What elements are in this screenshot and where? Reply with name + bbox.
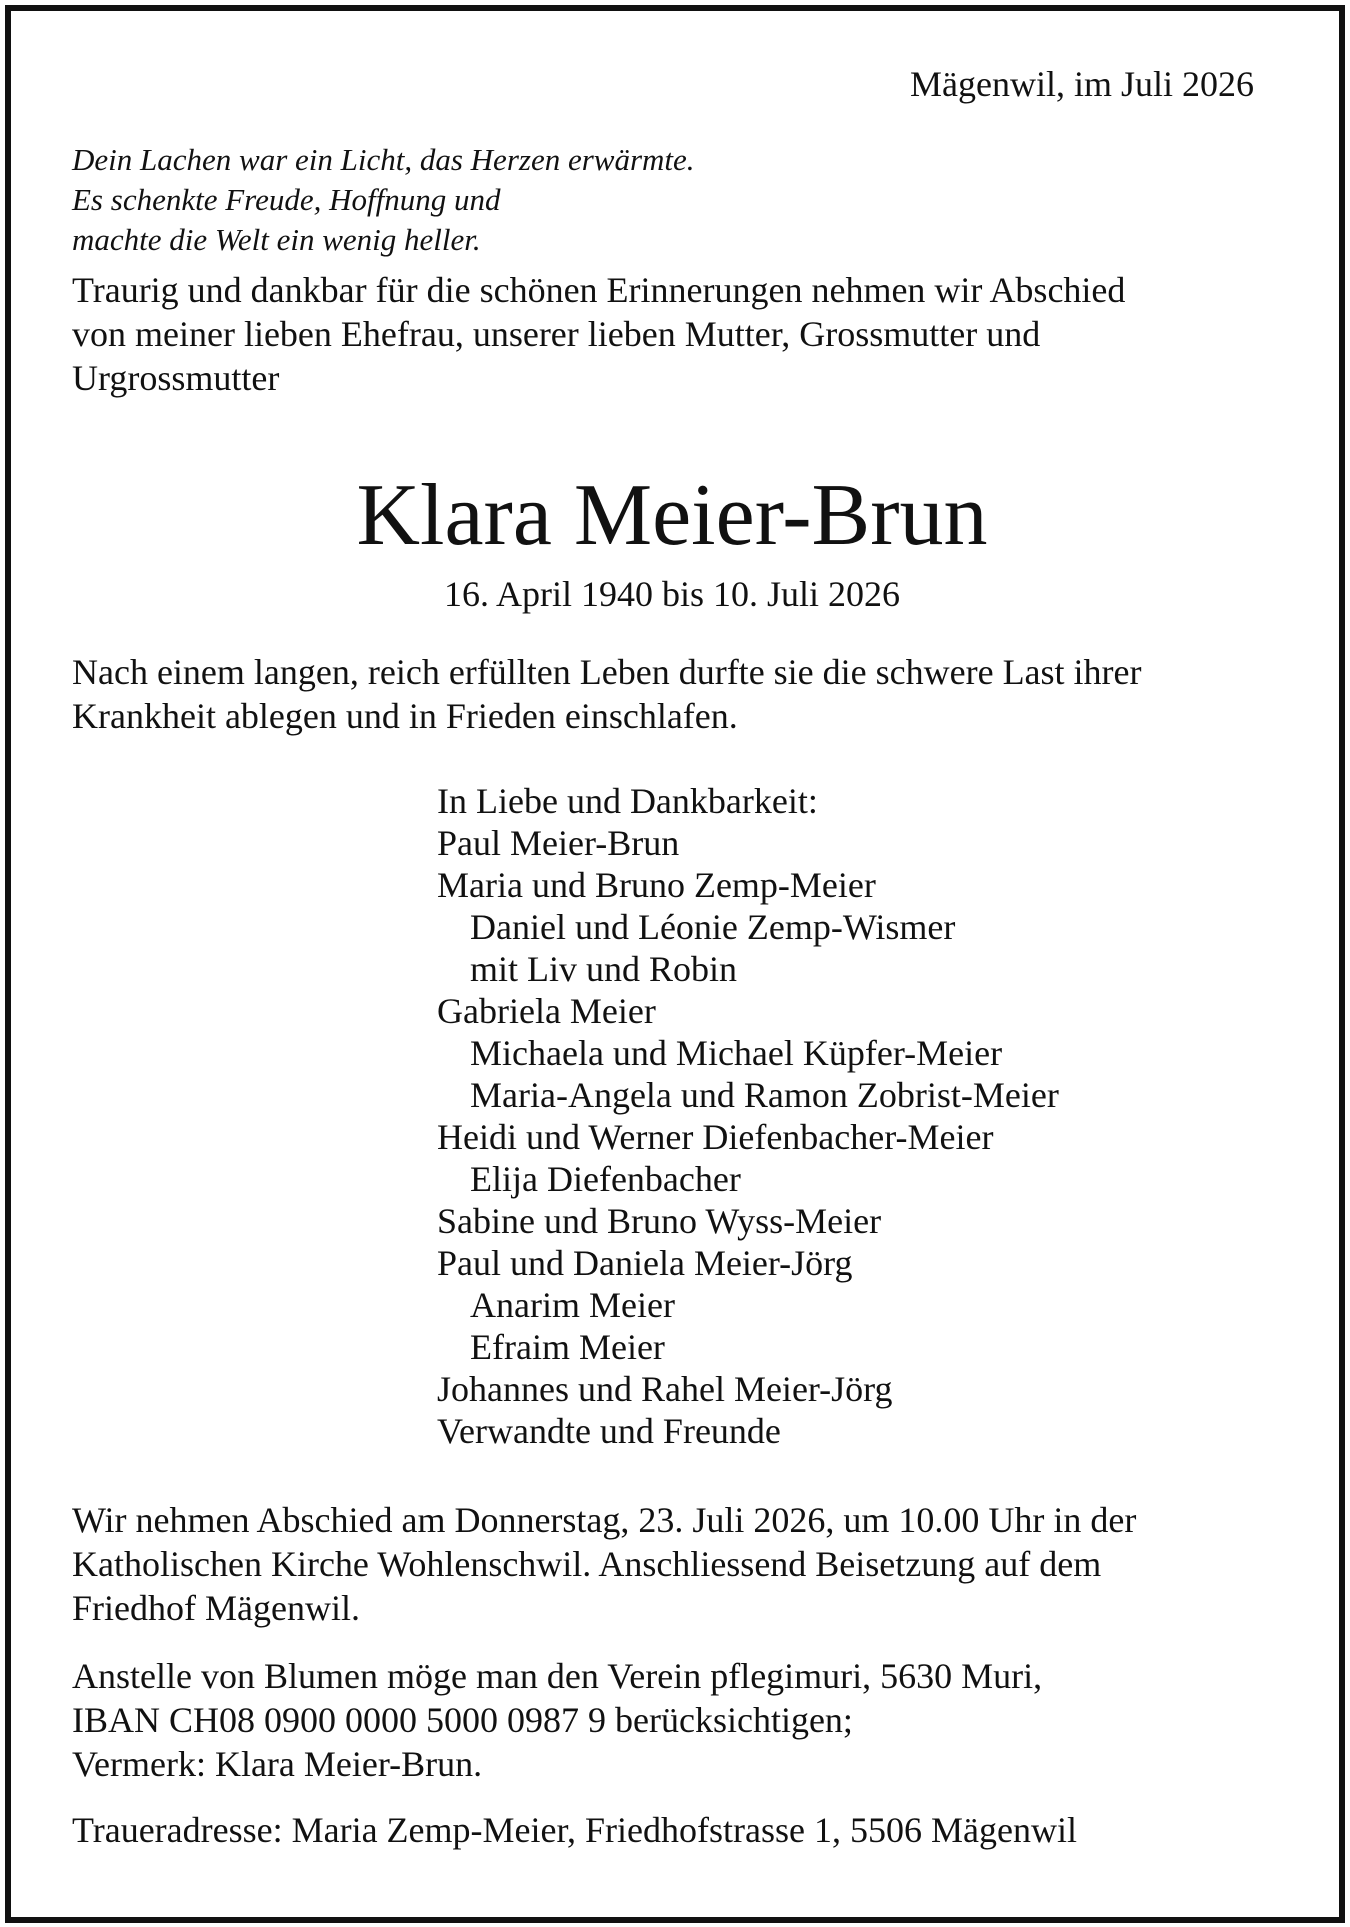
mourner-entry: Anarim Meier [470,1285,675,1325]
donation-line: Vermerk: Klara Meier-Brun. [72,1744,483,1784]
deceased-name: Klara Meier-Brun [356,467,988,564]
passing-line: Krankheit ablegen und in Frieden einschlafen. [72,696,738,736]
intro-paragraph [72,268,1125,400]
life-dates: 16. April 1940 bis 10. Juli 2026 [443,574,901,614]
intro-line: von meiner lieben Ehefrau, unserer lieben Mutter, Grossmutter und [72,314,1041,354]
mourner-entry: Johannes und Rahel Meier-Jörg [437,1369,893,1409]
mourners-list [437,780,1059,1452]
mourner-entry: Elija Diefenbacher [470,1159,741,1199]
donation-line: IBAN CH08 0900 0000 5000 0987 9 berücksichtigen; [72,1700,853,1740]
mourners-heading: In Liebe und Dankbarkeit: [437,781,818,821]
mourner-entry: Daniel und Léonie Zemp-Wismer [470,907,956,947]
mourner-entry: Gabriela Meier [437,991,656,1031]
service-line: Wir nehmen Abschied am Donnerstag, 23. Juli 2026, um 10.00 Uhr in der [72,1500,1137,1540]
service-line: Katholischen Kirche Wohlenschwil. Anschliessend Beisetzung auf dem [72,1544,1102,1584]
mourning-address: Traueradresse: Maria Zemp-Meier, Friedhofstrasse 1, 5506 Mägenwil [72,1810,1077,1850]
mourner-entry: Paul Meier-Brun [437,823,680,863]
donation-paragraph [72,1654,1042,1786]
intro-line: Traurig und dankbar für die schönen Erinnerungen nehmen wir Abschied [72,270,1126,310]
motto-line: machte die Welt ein wenig heller. [72,222,481,257]
mourner-entry: Verwandte und Freunde [437,1411,781,1451]
service-line: Friedhof Mägenwil. [72,1588,360,1628]
service-paragraph [72,1498,1136,1630]
donation-line: Anstelle von Blumen möge man den Verein pflegimuri, 5630 Muri, [72,1656,1043,1696]
intro-line: Urgrossmutter [72,358,280,398]
motto-line: Es schenkte Freude, Hoffnung und [72,182,501,217]
passing-paragraph [72,650,1142,738]
place-and-date: Mägenwil, im Juli 2026 [910,64,1254,104]
motto-line: Dein Lachen war ein Licht, das Herzen erwärmte. [72,142,695,177]
mourner-entry: Sabine und Bruno Wyss-Meier [437,1201,882,1241]
mourner-entry: Paul und Daniela Meier-Jörg [437,1243,853,1283]
mourner-entry: mit Liv und Robin [470,949,738,989]
mourner-entry: Heidi und Werner Diefenbacher-Meier [437,1117,994,1157]
mourner-entry: Efraim Meier [470,1327,665,1367]
mourner-entry: Maria und Bruno Zemp-Meier [437,865,876,905]
motto-verse [72,140,695,260]
mourner-entry: Michaela und Michael Küpfer-Meier [470,1033,1003,1073]
mourner-entry: Maria-Angela und Ramon Zobrist-Meier [470,1075,1059,1115]
passing-line: Nach einem langen, reich erfüllten Leben durfte sie die schwere Last ihrer [72,652,1142,692]
